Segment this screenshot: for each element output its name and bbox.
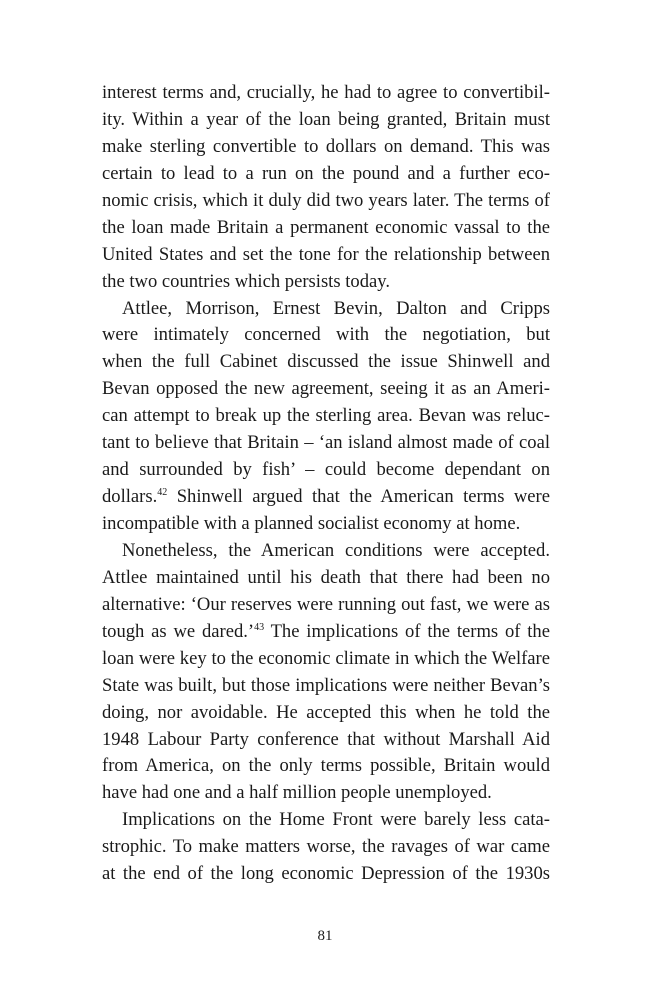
- text-line: from America, on the only terms possible, Britain would: [102, 755, 550, 777]
- text-line: and surrounded by fish’ – could become dependant on: [102, 459, 550, 481]
- text-line: were intimately concerned with the negotiation, but: [102, 324, 550, 346]
- text-fragment: tough as we dared.’: [102, 620, 255, 642]
- text-line: Implications on the Home Front were barely less cata-: [122, 809, 550, 831]
- text-line: incompatible with a planned socialist economy at home.: [102, 513, 521, 534]
- footnote-ref: 42: [157, 486, 168, 498]
- text-line: strophic. To make matters worse, the ravages of war came: [102, 836, 550, 858]
- text-line: Attlee maintained until his death that there had been no: [102, 566, 550, 588]
- text-line: certain to lead to a run on the pound and a further eco-: [102, 162, 550, 184]
- text-fragment: The implications of the terms of the: [264, 620, 550, 642]
- text-line: interest terms and, crucially, he had to agree to convertibil-: [102, 82, 550, 103]
- text-line: doing, nor avoidable. He accepted this when he told the: [102, 701, 550, 723]
- text-line: [102, 619, 550, 646]
- text-line: ity. Within a year of the loan being granted, Britain must: [102, 108, 550, 130]
- text-line: alternative: ‘Our reserves were running out fast, we were as: [102, 593, 550, 615]
- text-line: United States and set the tone for the relationship between: [102, 243, 550, 265]
- text-line: loan were key to the economic climate in which the Welfare: [102, 647, 550, 669]
- text-line: the loan made Britain a permanent economic vassal to the: [102, 216, 550, 238]
- text-fragment: Shinwell argued that the American terms were: [167, 486, 550, 508]
- page-number: 81: [317, 928, 333, 944]
- text-line: can attempt to break up the sterling area. Bevan was reluc-: [102, 405, 550, 427]
- text-line: State was built, but those implications were neither Bevan’s: [102, 674, 550, 696]
- text-line: Nonetheless, the American conditions were accepted.: [122, 539, 550, 561]
- footnote-ref: 43: [254, 621, 265, 633]
- text-line: [102, 484, 550, 511]
- text-line: have had one and a half million people unemployed.: [102, 782, 492, 804]
- text-fragment: dollars.: [102, 486, 158, 508]
- body-text: [102, 80, 550, 888]
- text-line: Bevan opposed the new agreement, seeing it as an Ameri-: [102, 378, 550, 400]
- text-line: at the end of the long economic Depression of the 1930s: [102, 863, 550, 885]
- text-line: when the full Cabinet discussed the issue Shinwell and: [102, 351, 550, 373]
- text-line: the two countries which persists today.: [102, 270, 390, 292]
- text-line: 1948 Labour Party conference that without Marshall Aid: [102, 728, 550, 750]
- text-line: Attlee, Morrison, Ernest Bevin, Dalton and Cripps: [122, 297, 550, 319]
- text-line: nomic crisis, which it duly did two years later. The terms of: [102, 189, 550, 211]
- text-line: tant to believe that Britain – ‘an island almost made of coal: [102, 432, 550, 454]
- text-line: make sterling convertible to dollars on demand. This was: [102, 135, 550, 157]
